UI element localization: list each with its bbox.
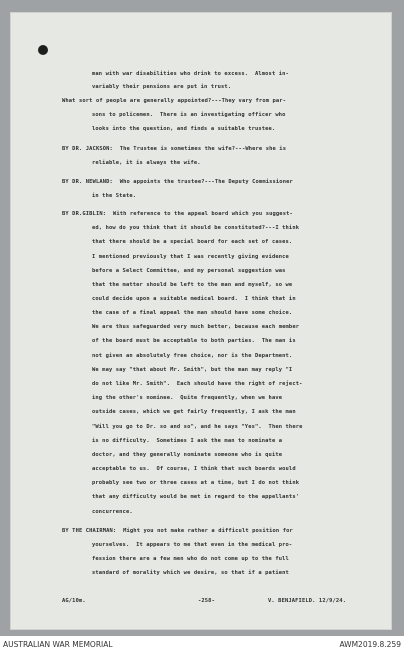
text-line: "Will you go to Dr. so and so", and he says "Yes". Then there xyxy=(92,424,303,430)
text-line: BY DR. NEWLAND: Who appoints the trustee?---The Deputy Commissioner xyxy=(62,179,293,185)
text-line: BY DR. JACKSON: The Trustee is sometimes the wife?---Where she is xyxy=(62,146,287,152)
text-line: I mentioned previously that I was recently giving evidence xyxy=(92,254,289,260)
text-line: looks into the question, and finds a suitable trustee. xyxy=(92,126,276,132)
text-line: BY THE CHAIRMAN: Might you not make rather a difficult position for xyxy=(62,528,293,534)
text-line: We may say "that about Mr. Smith", but the man may reply "I xyxy=(92,367,293,373)
text-line: that any difficulty would be met in regard to the appellants' xyxy=(92,494,300,500)
text-line: BY DR.GIBLIN: With reference to the appeal board which you suggest- xyxy=(62,211,293,217)
text-line: ed, how do you think that it should be constituted?---I think xyxy=(92,225,300,231)
footer-witness: V. BENJAFIELD. 12/9/24. xyxy=(268,598,347,604)
text-line: do not like Mr. Smith". Each should have the right of reject- xyxy=(92,381,303,387)
text-line: doctor, and they generally nominate someone who is quite xyxy=(92,452,283,458)
text-line: in the State. xyxy=(92,193,137,199)
text-line: standard of morality which we desire, so that if a patient xyxy=(92,570,289,576)
text-line: We are thus safeguarded very much better, because each member xyxy=(92,324,300,330)
text-line: that there should be a special board for each set of cases. xyxy=(92,239,293,245)
text-line: ing the other's nominee. Quite frequently, when we have xyxy=(92,395,283,401)
punch-hole xyxy=(38,45,48,55)
text-line: is no difficulty. Sometimes I ask the man to nominate a xyxy=(92,438,283,444)
archive-name: AUSTRALIAN WAR MEMORIAL xyxy=(3,640,113,649)
text-line: acceptable to us. Of course, I think that such boards would xyxy=(92,466,296,472)
text-line: reliable, it is always the wife. xyxy=(92,160,201,166)
text-line: concurrence. xyxy=(92,509,133,515)
text-line: fession there are a few men who do not come up to the full xyxy=(92,556,289,562)
footer-reference: AG/10m. xyxy=(62,598,86,604)
archive-id: AWM2019.8.259 xyxy=(339,640,401,649)
text-line: outside cases, which we get fairly frequently, I ask the man xyxy=(92,409,296,415)
text-line: the case of a final appeal the man should have some choice. xyxy=(92,310,293,316)
caption-bar xyxy=(0,636,404,653)
text-line: not given an absolutely free choice, nor is the Department. xyxy=(92,353,293,359)
text-line: could decide upon a suitable medical board. I think that in xyxy=(92,296,296,302)
text-line: of the board must be acceptable to both parties. The man is xyxy=(92,338,296,344)
text-line: sons to policemen. There is an investigating officer who xyxy=(92,112,286,118)
text-line: variably their pensions are put in trust. xyxy=(92,84,232,90)
text-line: man with war disabilities who drink to excess. Almost in- xyxy=(92,71,289,77)
text-line: What sort of people are generally appointed?---They vary from par- xyxy=(62,98,287,104)
text-line: before a Select Committee, and my personal suggestion was xyxy=(92,268,286,274)
text-line: yourselves. It appears to me that even in the medical pro- xyxy=(92,542,293,548)
page-number: -258- xyxy=(198,598,215,604)
text-line: probably see two or three cases at a time, but I do not think xyxy=(92,480,300,486)
text-line: that the matter should be left to the man and myself, so we xyxy=(92,282,293,288)
